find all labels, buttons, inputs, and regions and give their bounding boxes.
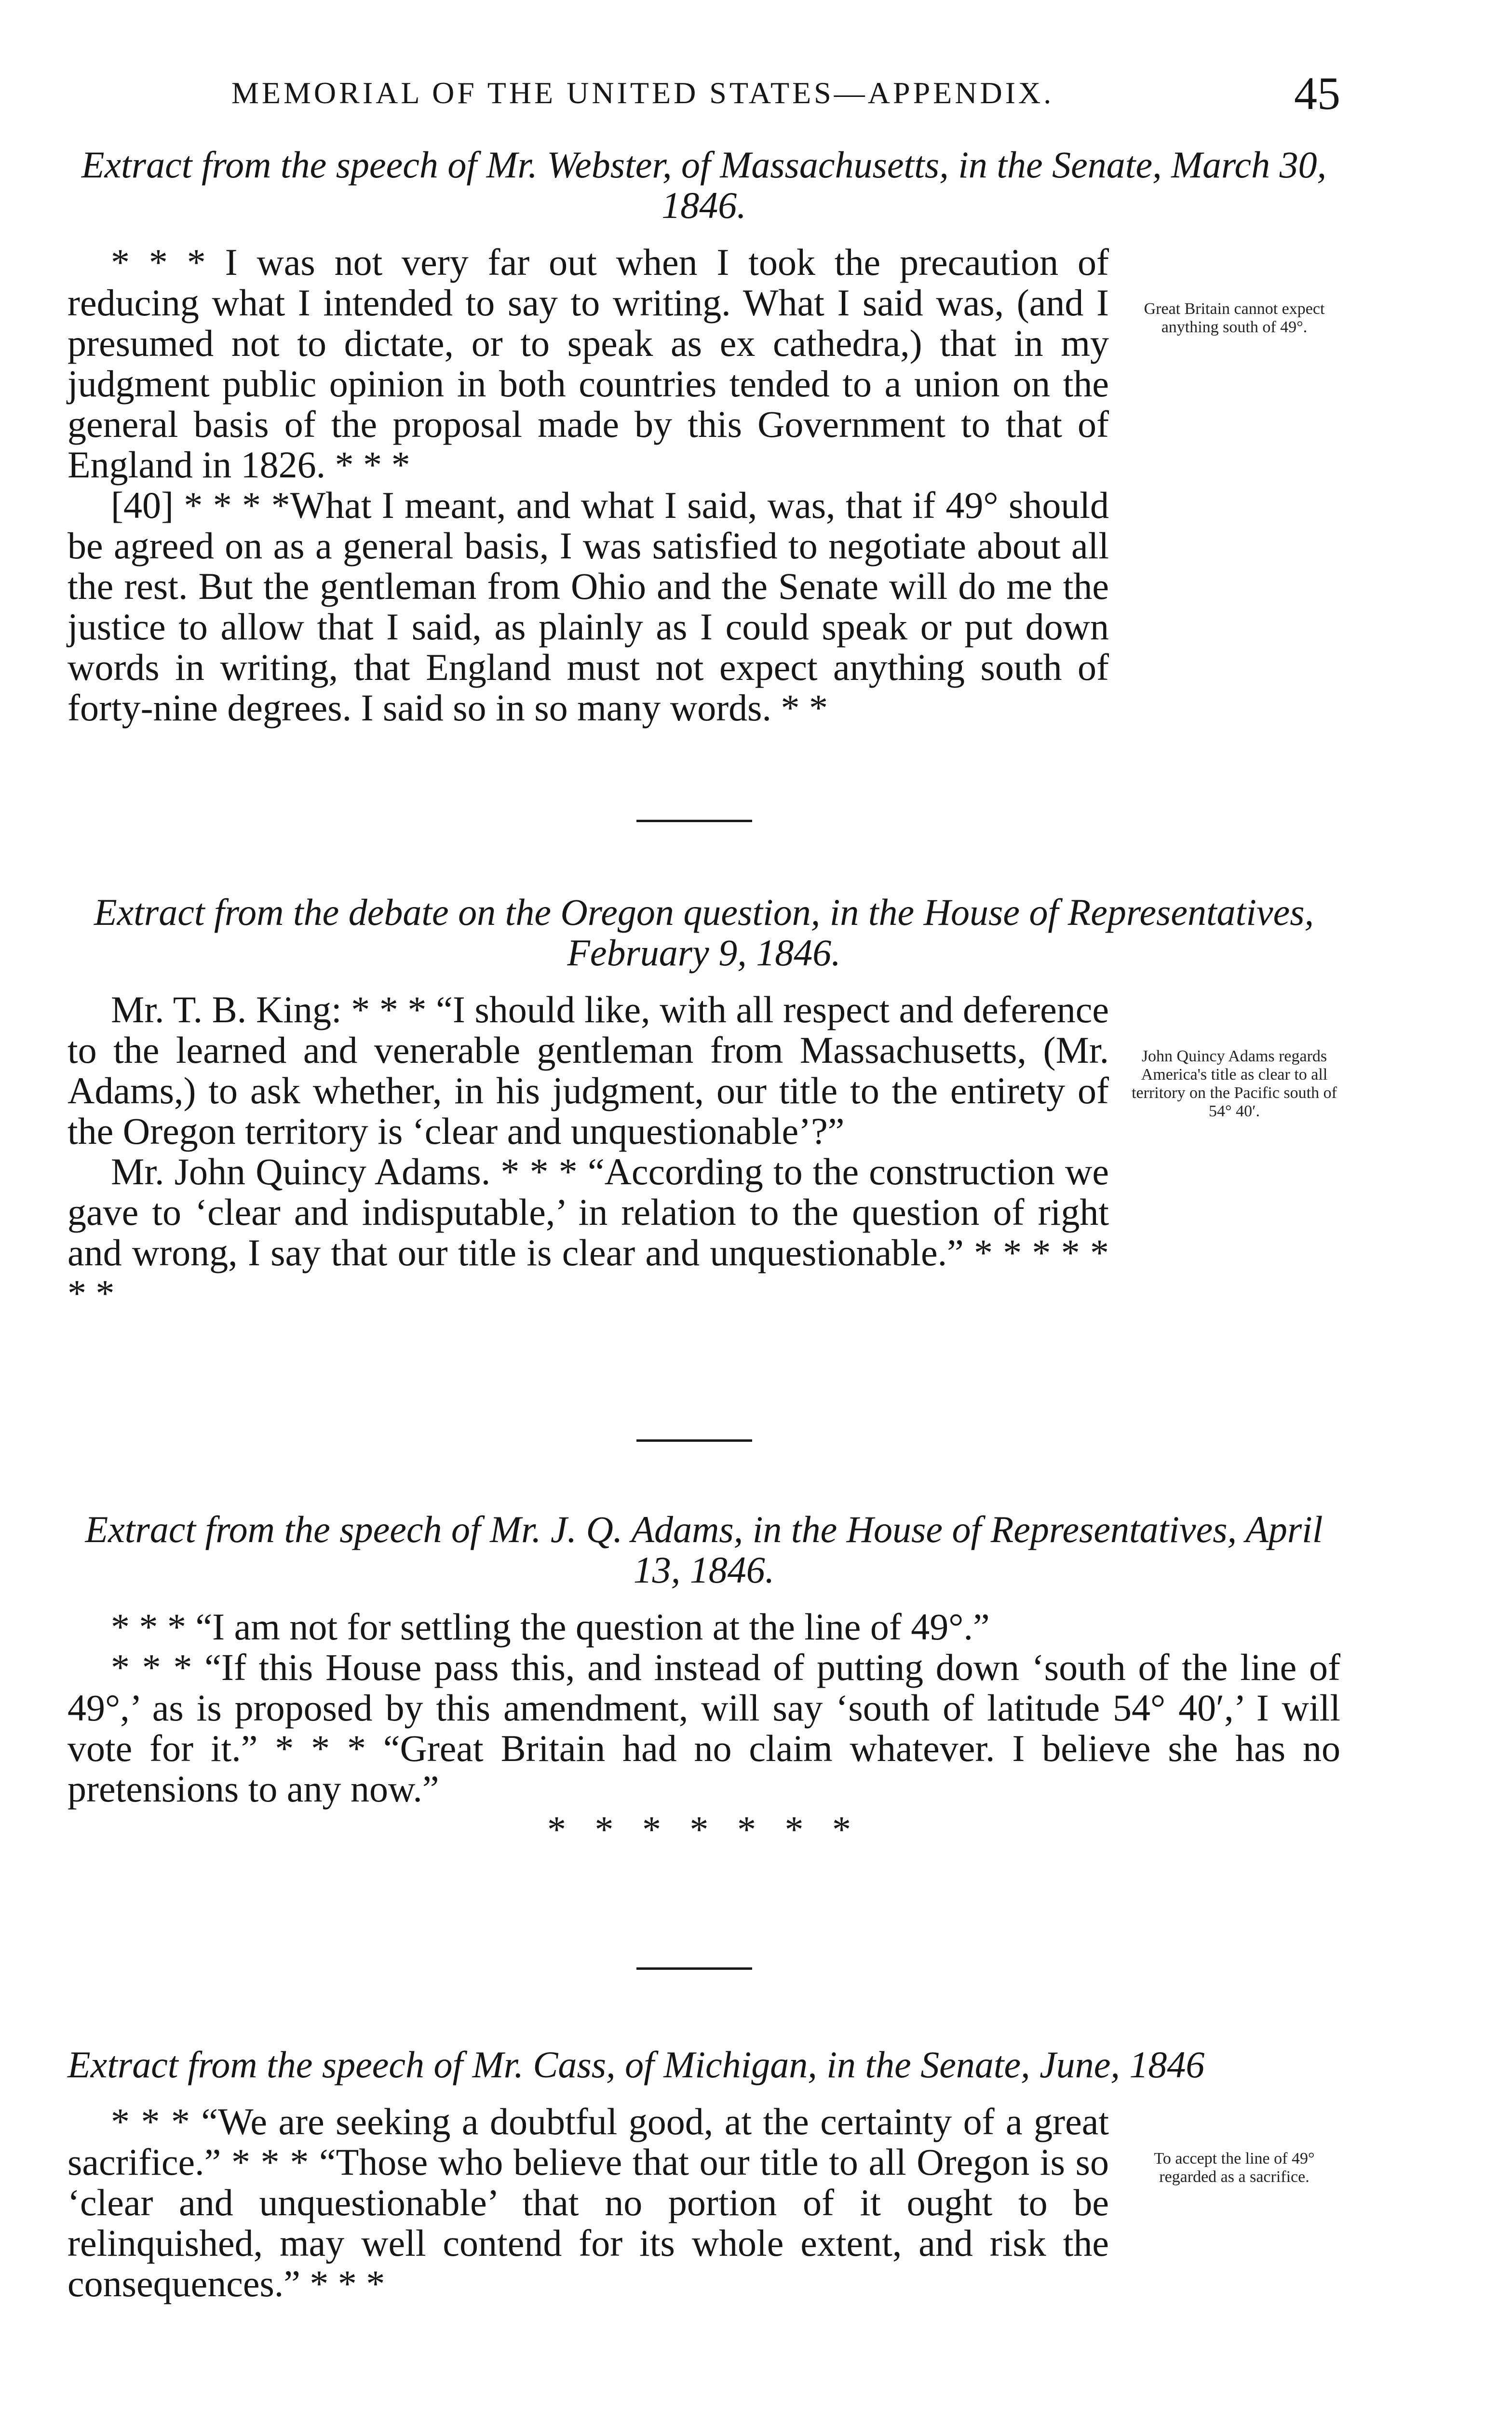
- section-title: Extract from the speech of Mr. Cass, of Michigan, in the Senate, June, 1846: [68, 2044, 1205, 2086]
- section-oregon-debate: [68, 892, 1340, 1314]
- paragraph: * * * “We are seeking a doubtful good, at the certainty of a great sacrifice.” * * * “Those who believe that our title to all Oregon is so ‘clear and unquestionable’ that no portion of it ought to be relinquished, may well contend for its whole extent, and risk the consequences.” * * *: [68, 2100, 1109, 2304]
- paragraph: * * * I was not very far out when I took the precaution of reducing what I intended to say to writing. What I said was, (and I presumed not to dictate, or to speak as ex cathedra,) that in my judgment public opinion in both countries tended to a union on the general basis of the proposal made by this Government to that of England in 1826. * * *: [68, 241, 1109, 486]
- section-divider: [636, 820, 752, 822]
- section-adams: [68, 1509, 1340, 1850]
- section-title: Extract from the debate on the Oregon question, in the House of Representatives, February 9, 1846.: [94, 891, 1314, 974]
- paragraph: Mr. John Quincy Adams. * * * “According to the construction we gave to ‘clear and indisputable,’ in relation to the question of right and wrong, I say that our title is clear and unquestionable.” * * * * * * *: [68, 1151, 1109, 1314]
- margin-note: Great Britain cannot expect anything south of 49°.: [1144, 300, 1325, 336]
- section-title: Extract from the speech of Mr. J. Q. Adams, in the House of Representatives, April 13, 1846.: [85, 1508, 1323, 1591]
- paragraph: [40] * * * *What I meant, and what I said, was, that if 49° should be agreed on as a general basis, I was satisfied to negotiate about all the rest. But the gentleman from Ohio and the Senate will do me the justice to allow that I said, as plainly as I could speak or put down words in writing, that England must not expect anything south of forty-nine degrees. I said so in so many words. * *: [68, 484, 1109, 729]
- section-body: [68, 989, 1340, 1314]
- page-number: 45: [1294, 68, 1340, 119]
- paragraph: * * * * * * *: [547, 1808, 861, 1850]
- section-title: Extract from the speech of Mr. Webster, of Massachusetts, in the Senate, March 30, 1846.: [81, 144, 1327, 226]
- running-title: MEMORIAL OF THE UNITED STATES—APPENDIX.: [231, 76, 1054, 110]
- section-divider: [636, 1439, 752, 1442]
- section-webster: [68, 145, 1340, 728]
- margin-note: John Quincy Adams regards America's title as clear to all territory on the Pacific south of 54° 40′.: [1132, 1047, 1337, 1120]
- paragraph: * * * “If this House pass this, and instead of putting down ‘south of the line of 49°,’ as is proposed by this amendment, will say ‘south of latitude 54° 40′,’ I will vote for it.” * * * “Great Britain had no claim whatever. I believe she has no pretensions to any now.”: [68, 1646, 1340, 1810]
- section-body: [68, 2101, 1340, 2304]
- section-divider: [636, 1967, 752, 1970]
- section-body: [68, 1607, 1340, 1850]
- section-cass: [68, 2045, 1340, 2304]
- margin-note: To accept the line of 49° regarded as a sacrifice.: [1154, 2150, 1315, 2186]
- page-header: [68, 67, 1340, 120]
- section-body: [68, 242, 1340, 728]
- paragraph: Mr. T. B. King: * * * “I should like, with all respect and deference to the learned and venerable gentleman from Massachusetts, (Mr. Adams,) to ask whether, in his judgment, our title to the entirety of the Oregon territory is ‘clear and unquestionable’?”: [68, 989, 1109, 1152]
- paragraph: * * * “I am not for settling the question at the line of 49°.”: [111, 1606, 990, 1648]
